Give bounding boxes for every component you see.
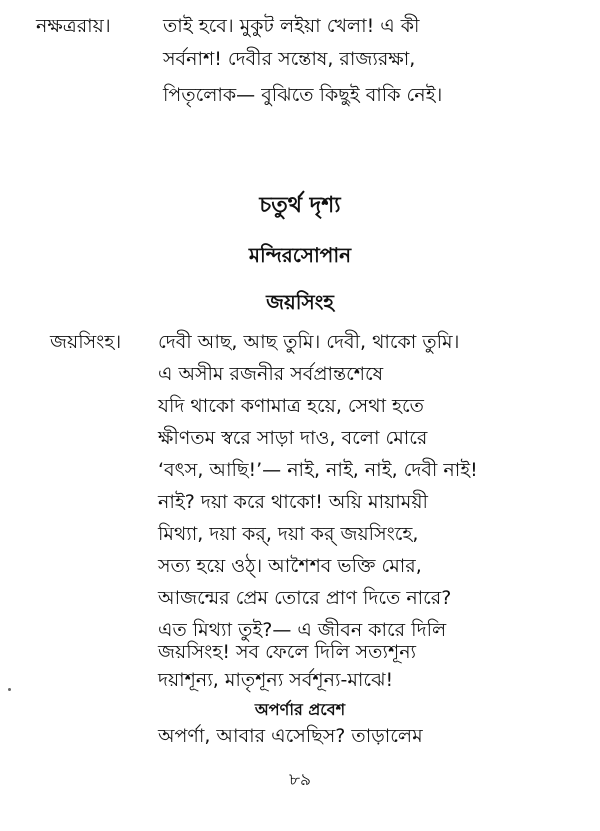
verse-line: আজন্মের প্রেম তোরে প্রাণ দিতে নারে?	[158, 587, 452, 609]
scan-speck	[8, 688, 11, 691]
verse-line: তাই হবে। মুকুট লইয়া খেলা! এ কী	[163, 15, 420, 37]
speaker-name-nakshatra-ray: নক্ষত্ররায়।	[36, 15, 111, 37]
scene-title: চতুর্থ দৃশ্য	[259, 193, 341, 218]
verse-line: ক্ষীণতম স্বরে সাড়া দাও, বলো মোরে	[158, 427, 428, 449]
verse-line: এ অসীম রজনীর সর্বপ্রান্তশেষে	[158, 363, 384, 385]
verse-line: জয়সিংহ! সব ফেলে দিলি সত্যশূন্য	[158, 641, 417, 663]
verse-line: মিথ্যা, দয়া কর্, দয়া কর্ জয়সিংহে,	[158, 523, 419, 545]
verse-line: পিতৃলোক— বুঝিতে কিছুই বাকি নেই।	[163, 84, 443, 106]
verse-line: সর্বনাশ! দেবীর সন্তোষ, রাজ্যরক্ষা,	[163, 48, 416, 70]
scene-location: মন্দিরসোপান	[248, 243, 352, 267]
stage-direction: অপর্ণার প্রবেশ	[254, 700, 346, 719]
verse-line: অপর্ণা, আবার এসেছিস? তাড়ালেম	[158, 725, 423, 747]
page-number: ৮৯	[288, 770, 312, 790]
verse-line: দেবী আছ, আছ তুমি। দেবী, থাকো তুমি।	[158, 331, 460, 353]
scene-character: জয়সিংহ	[266, 290, 334, 314]
verse-line: সত্য হয়ে ওঠ্। আশৈশব ভক্তি মোর,	[158, 555, 422, 577]
verse-line: দয়াশূন্য, মাতৃশূন্য সর্বশূন্য-মাঝে!	[158, 669, 394, 691]
verse-line: যদি থাকো কণামাত্র হয়ে, সেথা হতে	[158, 395, 424, 417]
verse-line: নাই? দয়া করে থাকো! অয়ি মায়াময়ী	[158, 491, 428, 513]
verse-line: এত মিথ্যা তুই?— এ জীবন কারে দিলি	[158, 619, 447, 641]
verse-line: ‘বৎস, আছি!’— নাই, নাই, নাই, দেবী নাই!	[158, 459, 478, 481]
speaker-name-joysingha: জয়সিংহ।	[50, 331, 122, 353]
